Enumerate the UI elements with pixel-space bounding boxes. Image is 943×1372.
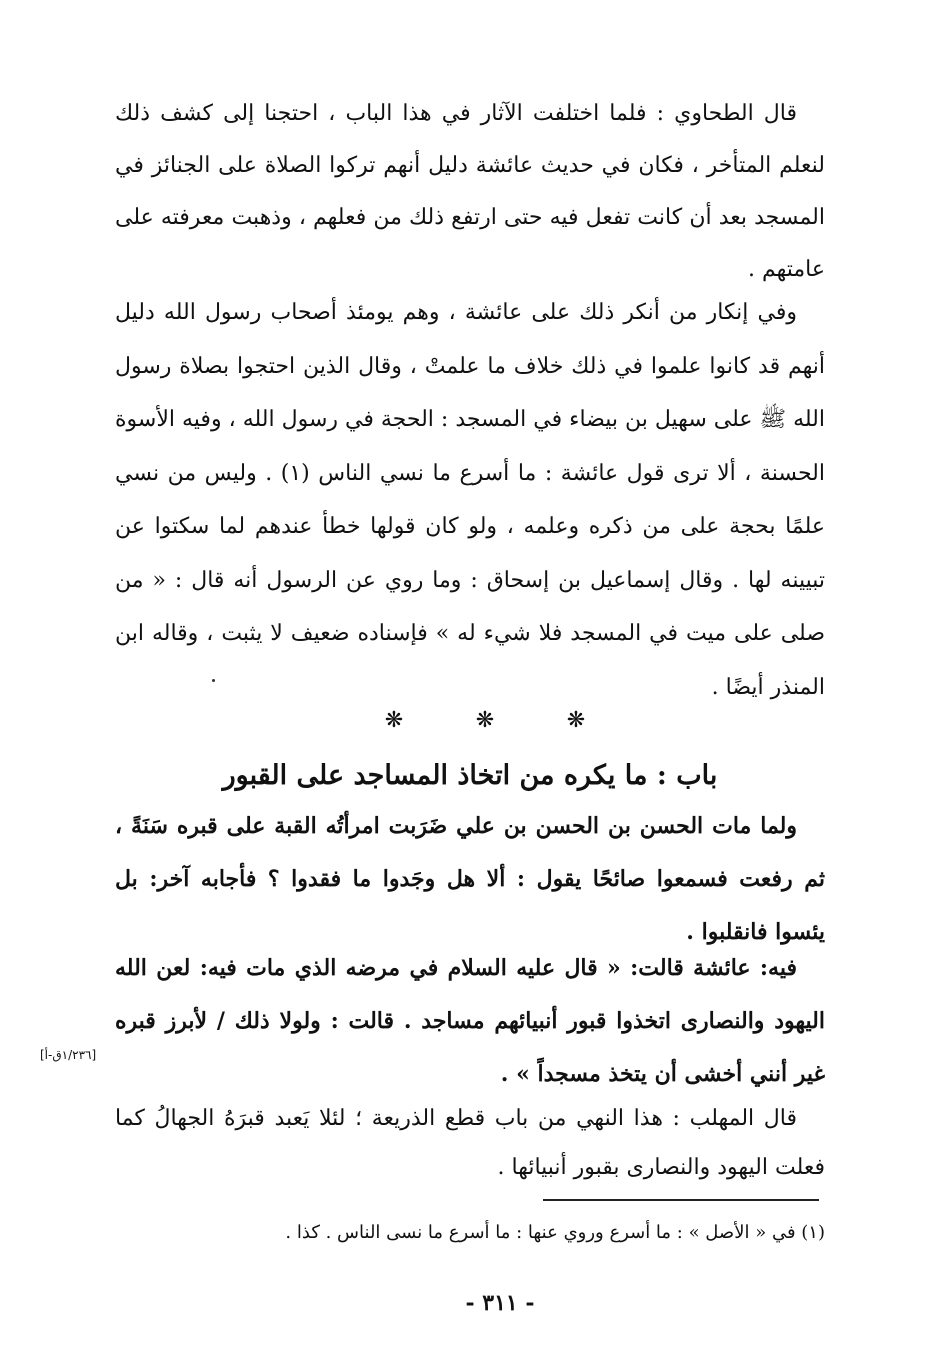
paragraph-text: فيه: عائشة قالت: « قال عليه السلام في مرضه الذي مات فيه: لعن الله اليهود والنصارى اتخذوا قبور أنبيائهم مساجد . قالت : ولولا ذلك / لأبرز قبره غير أنني أخشى أن يتخذ مسجداً » . — [115, 955, 825, 1087]
footnote-divider — [543, 1199, 819, 1201]
stray-dot — [212, 679, 215, 682]
manuscript-folio-reference: [١/٢٣٦ق-أ] — [40, 1048, 97, 1062]
page-number: - ٣١١ - — [465, 1290, 535, 1316]
paragraph-hasan-story — [115, 800, 825, 959]
chapter-heading: باب : ما يكره من اتخاذ المساجد على القبور — [222, 760, 718, 791]
star-ornament-icon: ❋ — [475, 708, 495, 733]
footnote: (١) في « الأصل » : ما أسرع وروي عنها : ما أسرع ما نسى الناس . كذا . — [285, 1222, 825, 1243]
paragraph-text: قال المهلب : هذا النهي من باب قطع الذريعة ؛ لئلا يَعبد قبرَهُ الجهالُ كما فعلت اليهود والنصارى بقبور أنبيائها . — [115, 1106, 825, 1180]
paragraph-text: وفي إنكار من أنكر ذلك على عائشة ، وهم يومئذ أصحاب رسول الله دليل أنهم قد كانوا علموا في ذلك خلاف ما علمتْ ، وقال الذين احتجوا بصلاة رسول الله ﷺ على سهيل بن بيضاء في المسجد : الحجة في رسول الله ، وفيه الأسوة الحسنة ، ألا ترى قول عائشة : ما أسرع ما نسي الناس (١) . وليس من نسي علمًا بحجة على من ذكره وعلمه ، ولو كان قولها خطأ عندهم لما سكتوا عن تبيينه لها . وقال إسماعيل بن إسحاق : وما روي عن الرسول أنه قال : « من صلى على ميت في المسجد فلا شيء له » فإسناده ضعيف لا يثبت ، وقاله ابن المنذر أيضًا . — [115, 300, 825, 700]
paragraph-hadith-aisha — [115, 942, 825, 1101]
paragraph-text: ولما مات الحسن بن الحسن بن علي ضَرَبت امرأتُه القبة على قبره سَنَةً ، ثم رفعت فسمعوا صائحًا يقول : ألا هل وجَدوا ما فقدوا ؟ فأجابه آخر: بل يئسوا فانقلبوا . — [115, 813, 825, 945]
star-ornament-icon: ❋ — [566, 708, 586, 733]
paragraph-muhallab — [115, 1094, 825, 1192]
section-separator — [380, 707, 590, 735]
paragraph-text: قال الطحاوي : فلما اختلفت الآثار في هذا الباب ، احتجنا إلى كشف ذلك لنعلم المتأخر ، فكان في حديث عائشة دليل أنهم تركوا الصلاة على الجنائز في المسجد بعد أن كانت تفعل فيه حتى ارتفع ذلك من فعلهم ، وذهبت معرفته على عامتهم . — [115, 101, 825, 282]
paragraph-aisha-objection — [115, 286, 825, 714]
star-ornament-icon: ❋ — [384, 708, 404, 733]
paragraph-tahawi — [115, 88, 825, 296]
